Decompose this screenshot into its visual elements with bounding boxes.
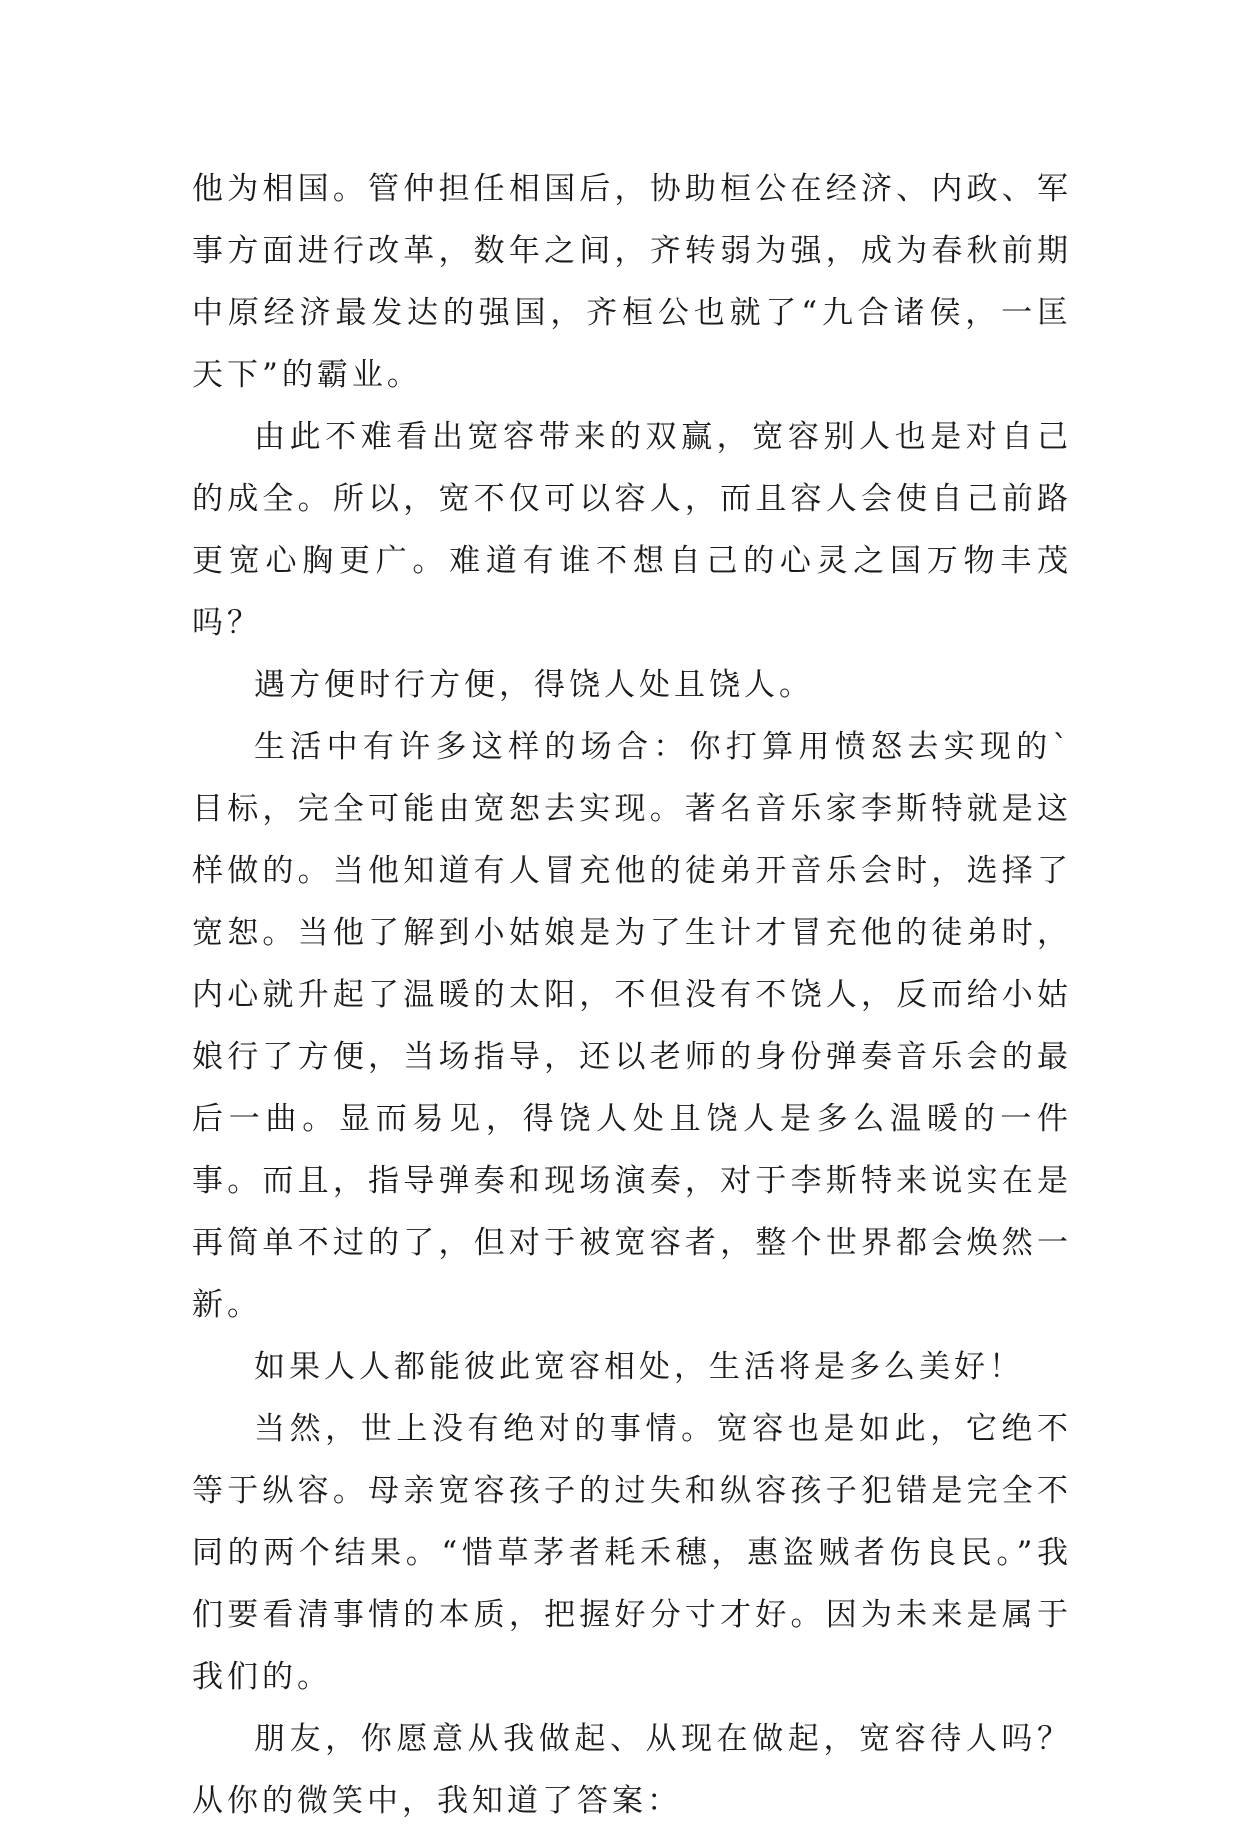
body-text: [192, 158, 1072, 1832]
paragraph-4: 生活中有许多这样的场合：你打算用愤怒去实现的`目标，完全可能由宽恕去实现。著名音乐家李斯特就是这样做的。当他知道有人冒充他的徒弟开音乐会时，选择了宽恕。当他了解到小姑娘是为了生计才冒充他的徒弟时，内心就升起了温暖的太阳，不但没有不饶人，反而给小姑娘行了方便，当场指导，还以老师的身份弹奏音乐会的最后一曲。显而易见，得饶人处且饶人是多么温暖的一件事。而且，指导弹奏和现场演奏，对于李斯特来说实在是再简单不过的了，但对于被宽容者，整个世界都会焕然一新。: [192, 729, 1072, 1323]
paragraph-7: 朋友，你愿意从我做起、从现在做起，宽容待人吗？从你的微笑中，我知道了答案：: [192, 1721, 1072, 1819]
paragraph-5: 如果人人都能彼此宽容相处，生活将是多么美好！: [254, 1349, 1024, 1385]
paragraph-6: 当然，世上没有绝对的事情。宽容也是如此，它绝不等于纵容。母亲宽容孩子的过失和纵容孩子犯错是完全不同的两个结果。“惜草茅者耗禾穗，惠盗贼者伤良民。”我们要看清事情的本质，把握好分寸才好。因为未来是属于我们的。: [192, 1411, 1072, 1695]
paragraph-1: 他为相国。管仲担任相国后，协助桓公在经济、内政、军事方面进行改革，数年之间，齐转弱为强，成为春秋前期中原经济最发达的强国，齐桓公也就了“九合诸侯，一匡天下”的霸业。: [192, 171, 1072, 393]
paragraph-2: 由此不难看出宽容带来的双赢，宽容别人也是对自己的成全。所以，宽不仅可以容人，而且容人会使自己前路更宽心胸更广。难道有谁不想自己的心灵之国万物丰茂吗？: [192, 419, 1072, 641]
paragraph-3: 遇方便时行方便，得饶人处且饶人。: [254, 667, 814, 703]
